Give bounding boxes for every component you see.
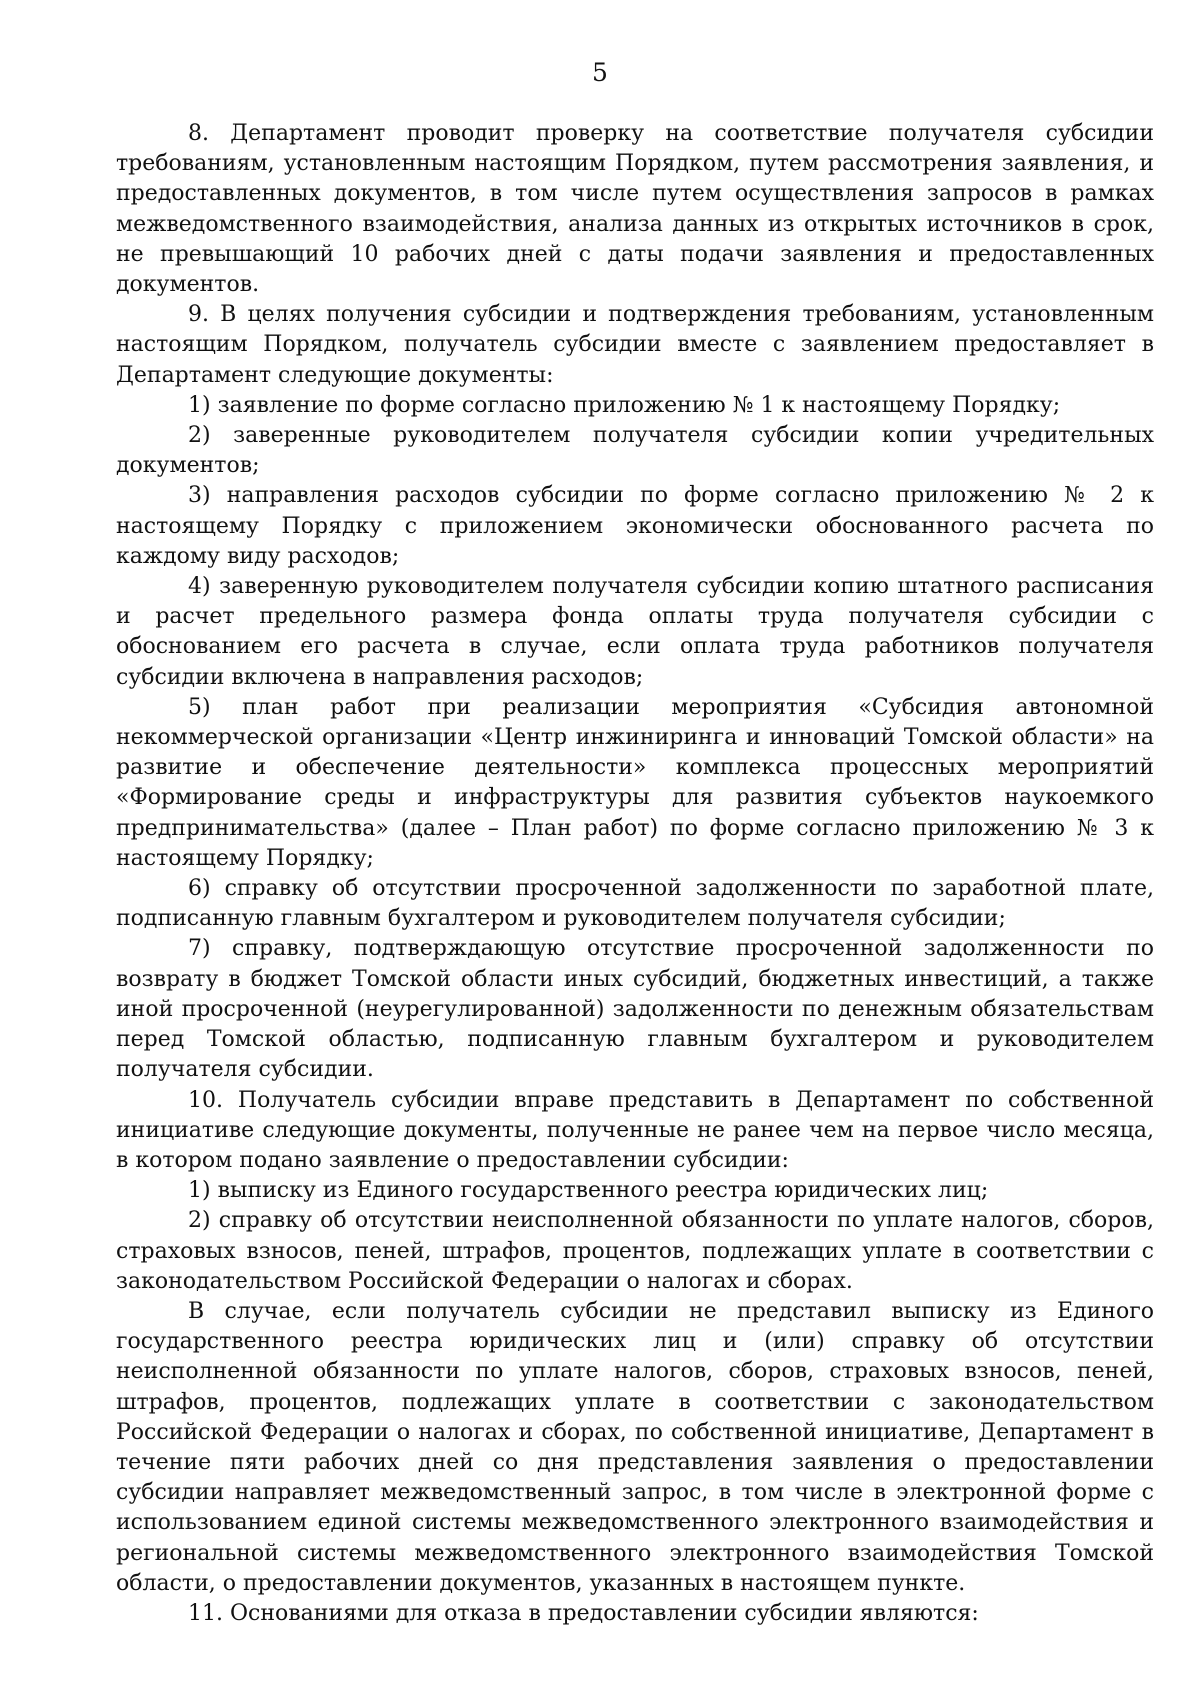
list-item-9-2: 2) заверенные руководителем получателя субсидии копии учредительных документов;: [116, 423, 1154, 479]
list-item-10-1: 1) выписку из Единого государственного реестра юридических лиц;: [188, 1178, 989, 1204]
page-number: 5: [592, 58, 608, 87]
paragraph-item-10: 10. Получатель субсидии вправе представить в Департамент по собственной инициативе следующие документы, полученные не ранее чем на первое число месяца, в котором подано заявление о предоставлении субсидии:: [116, 1087, 1154, 1173]
document-body: [116, 119, 1154, 1629]
list-item-9-5: 5) план работ при реализации мероприятия «Субсидия автономной некоммерческой организации «Центр инжиниринга и инноваций Томской области» на развитие и обеспечение деятельности» комплекса процессных мероприятий «Формирование среды и инфраструктуры для развития субъектов наукоемкого предпринимательства» (далее – План работ) по форме согласно приложению № 3 к настоящему Порядку;: [116, 694, 1154, 871]
paragraph-item-8: 8. Департамент проводит проверку на соответствие получателя субсидии требованиям, установленным настоящим Порядком, путем рассмотрения заявления, и предоставленных документов, в том числе путем осуществления запросов в рамках межведомственного взаимодействия, анализа данных из открытых источников в срок, не превышающий 10 рабочих дней с даты подачи заявления и предоставленных документов.: [116, 121, 1154, 298]
list-item-9-7: 7) справку, подтверждающую отсутствие просроченной задолженности по возврату в бюджет Томской области иных субсидий, бюджетных инвестиций, а также иной просроченной (неурегулированной) задолженности по денежным обязательствам перед Томской областью, подписанную главным бухгалтером и руководителем получателя субсидии.: [116, 936, 1154, 1083]
paragraph-item-11: 11. Основаниями для отказа в предоставлении субсидии являются:: [188, 1600, 979, 1626]
list-item-9-6: 6) справку об отсутствии просроченной задолженности по заработной плате, подписанную главным бухгалтером и руководителем получателя субсидии;: [116, 876, 1154, 932]
list-item-9-1: 1) заявление по форме согласно приложению № 1 к настоящему Порядку;: [188, 392, 1061, 418]
paragraph-case: В случае, если получатель субсидии не представил выписку из Единого государственного реестра юридических лиц и (или) справку об отсутствии неисполненной обязанности по уплате налогов, сборов, страховых взносов, пеней, штрафов, процентов, подлежащих уплате в соответствии с законодательством Российской Федерации о налогах и сборах, по собственной инициативе, Департамент в течение пяти рабочих дней со дня представления заявления о предоставлении субсидии направляет межведомственный запрос, в том числе в электронной форме с использованием единой системы межведомственного электронного взаимодействия и региональной системы межведомственного электронного взаимодействия Томской области, о предоставлении документов, указанных в настоящем пункте.: [116, 1298, 1154, 1596]
list-item-9-4: 4) заверенную руководителем получателя субсидии копию штатного расписания и расчет предельного размера фонда оплаты труда получателя субсидии с обоснованием его расчета в случае, если оплата труда работников получателя субсидии включена в направления расходов;: [116, 574, 1154, 690]
list-item-10-2: 2) справку об отсутствии неисполненной обязанности по уплате налогов, сборов, страховых взносов, пеней, штрафов, процентов, подлежащих уплате в соответствии с законодательством Российской Федерации о налогах и сборах.: [116, 1208, 1154, 1294]
list-item-9-3: 3) направления расходов субсидии по форме согласно приложению № 2 к настоящему Порядку с приложением экономически обоснованного расчета по каждому виду расходов;: [116, 483, 1154, 569]
paragraph-item-9: 9. В целях получения субсидии и подтверждения требованиям, установленным настоящим Порядком, получатель субсидии вместе с заявлением предоставляет в Департамент следующие документы:: [116, 302, 1154, 388]
